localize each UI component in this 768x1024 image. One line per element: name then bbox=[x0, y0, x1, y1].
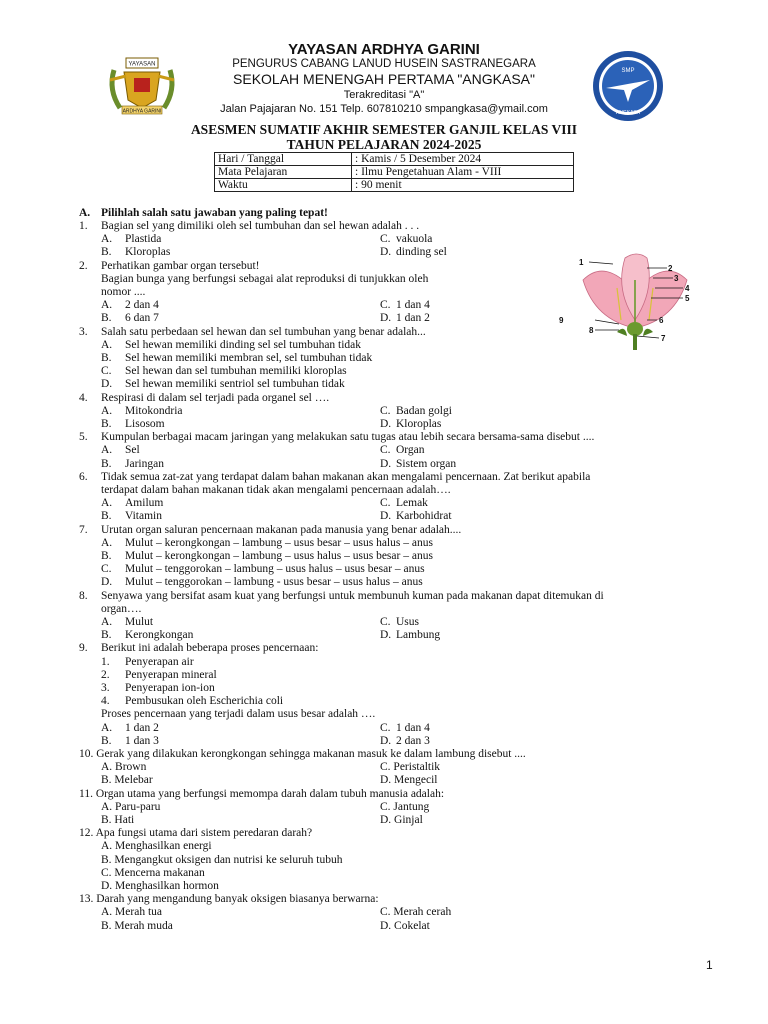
list-marker: B. bbox=[101, 550, 112, 562]
option-text: A. Brown bbox=[101, 761, 147, 774]
list-text: Sel hewan memiliki membran sel, sel tumbuhan tidak bbox=[125, 352, 373, 364]
question-number: 6. bbox=[79, 470, 88, 483]
option-text: Mulut bbox=[125, 616, 154, 628]
question-number: 5. bbox=[79, 431, 88, 444]
list-marker: 3. bbox=[101, 682, 110, 694]
option-text: Kerongkongan bbox=[125, 629, 194, 642]
option-text: 2 dan 3 bbox=[396, 734, 430, 747]
option-letter: C. bbox=[380, 497, 391, 510]
option-text: Amilum bbox=[125, 497, 164, 510]
info-value: : Ilmu Pengetahuan Alam - VIII bbox=[352, 166, 574, 179]
option-text: Kloroplas bbox=[125, 246, 171, 259]
list-text: Penyerapan air bbox=[125, 655, 194, 668]
flower-label: 8 bbox=[589, 326, 594, 335]
option-text: Lemak bbox=[396, 497, 428, 510]
option-letter: C. bbox=[380, 721, 391, 734]
flower-label: 5 bbox=[685, 294, 690, 303]
option-text: Sel bbox=[125, 444, 140, 457]
list-marker: D. bbox=[101, 378, 113, 391]
option-text: Jaringan bbox=[125, 457, 164, 470]
option-letter: D. bbox=[380, 734, 392, 747]
option-text: C. Jantung bbox=[380, 800, 430, 813]
option-text: Plastida bbox=[125, 233, 162, 246]
question-text: Salah satu perbedaan sel hewan dan sel tumbuhan yang benar adalah... bbox=[101, 325, 426, 338]
option-letter: A. bbox=[101, 444, 113, 457]
option-letter: C. bbox=[380, 233, 391, 246]
option-letter: D. bbox=[380, 457, 392, 470]
question-text: Respirasi di dalam sel terjadi pada organel sel …. bbox=[101, 391, 330, 404]
question-text: Kumpulan berbagai macam jaringan yang melakukan satu tugas atau lebih secara bersama-sama disebut .... bbox=[101, 431, 595, 444]
question-text: Urutan organ saluran pencernaan makanan pada manusia yang benar adalah.... bbox=[101, 523, 462, 536]
branch-name: PENGURUS CABANG LANUD HUSEIN SASTRANEGARA bbox=[232, 58, 536, 70]
option-letter: D. bbox=[380, 418, 392, 430]
option-letter: B. bbox=[101, 629, 112, 642]
exam-year: TAHUN PELAJARAN 2024-2025 bbox=[286, 137, 482, 152]
page-number: 1 bbox=[706, 958, 713, 972]
question-text: 11. Organ utama yang berfungsi memompa darah dalam tubuh manusia adalah: bbox=[79, 787, 445, 800]
info-row bbox=[215, 153, 574, 166]
question-number: 1. bbox=[79, 220, 88, 232]
option-text: Vitamin bbox=[125, 510, 162, 523]
info-key: Mata Pelajaran bbox=[215, 166, 352, 179]
school-name: SEKOLAH MENENGAH PERTAMA "ANGKASA" bbox=[233, 71, 535, 87]
left-logo-top-text: YAYASAN bbox=[128, 61, 156, 68]
option-text: D. Menghasilkan hormon bbox=[101, 880, 219, 892]
exam-title: ASESMEN SUMATIF AKHIR SEMESTER GANJIL KELAS VIII bbox=[190, 122, 578, 137]
option-text: Mitokondria bbox=[125, 404, 183, 417]
option-letter: B. bbox=[101, 734, 112, 747]
option-text: 1 dan 2 bbox=[396, 312, 430, 325]
option-text: Badan golgi bbox=[396, 404, 452, 417]
option-text: C. Mencerna makanan bbox=[101, 866, 205, 879]
option-letter: C. bbox=[380, 299, 391, 312]
question-number: 2. bbox=[79, 259, 88, 272]
list-text: Penyerapan mineral bbox=[125, 668, 217, 681]
option-text: Organ bbox=[396, 444, 425, 457]
list-text: Pembusukan oleh Escherichia coli bbox=[125, 695, 284, 708]
option-text: Lisosom bbox=[125, 418, 165, 430]
list-marker: C. bbox=[101, 563, 112, 576]
list-text: Mulut – tenggorokan – lambung - usus besar – usus halus – anus bbox=[125, 576, 423, 589]
option-text: dinding sel bbox=[396, 246, 447, 259]
list-marker: B. bbox=[101, 352, 112, 364]
question-number: 4. bbox=[79, 391, 88, 404]
question-number: 8. bbox=[79, 589, 88, 602]
flower-label: 4 bbox=[685, 284, 690, 293]
option-text: 6 dan 7 bbox=[125, 312, 159, 325]
right-logo-top-text: SMP bbox=[621, 68, 635, 74]
list-marker: A. bbox=[101, 536, 113, 549]
option-text: D. Mengecil bbox=[380, 774, 438, 787]
option-text: A. Menghasilkan energi bbox=[101, 840, 212, 853]
section-instruction: Pilihlah salah satu jawaban yang paling tepat! bbox=[101, 207, 328, 219]
question-number: 7. bbox=[79, 523, 88, 536]
question-text: nomor .... bbox=[101, 286, 146, 298]
question-text: 12. Apa fungsi utama dari sistem peredaran darah? bbox=[79, 827, 313, 840]
option-text: Karbohidrat bbox=[396, 510, 452, 523]
option-text: 1 dan 3 bbox=[125, 734, 159, 747]
question-text: Bagian bunga yang berfungsi sebagai alat reproduksi di tunjukkan oleh bbox=[101, 272, 429, 285]
option-letter: D. bbox=[380, 629, 392, 642]
option-letter: A. bbox=[101, 616, 113, 628]
option-text: B. Hati bbox=[101, 814, 135, 826]
right-logo-bottom-text: ANGKASA bbox=[615, 110, 641, 116]
question-text: organ…. bbox=[101, 602, 142, 615]
list-marker: 1. bbox=[101, 655, 110, 668]
question-text: Proses pencernaan yang terjadi dalam usus besar adalah …. bbox=[101, 708, 376, 721]
option-text: A. Merah tua bbox=[101, 906, 162, 919]
option-letter: A. bbox=[101, 721, 113, 734]
school-address: Jalan Pajajaran No. 151 Telp. 607810210 smpangkasa@ymail.com bbox=[220, 103, 548, 115]
question-text: Perhatikan gambar organ tersebut! bbox=[101, 259, 260, 272]
option-text: Sistem organ bbox=[396, 457, 457, 470]
option-letter: B. bbox=[101, 246, 112, 259]
option-text: 2 dan 4 bbox=[125, 299, 159, 312]
option-text: C. Merah cerah bbox=[380, 906, 452, 919]
question-text: Tidak semua zat-zat yang terdapat dalam bahan makanan akan mengalami pencernaan. Zat berikut apabila bbox=[101, 470, 591, 483]
option-text: B. Merah muda bbox=[101, 919, 173, 932]
question-number: 9. bbox=[79, 642, 88, 655]
flower-label: 7 bbox=[661, 334, 666, 343]
flower-label: 1 bbox=[579, 258, 584, 267]
option-letter: B. bbox=[101, 457, 112, 470]
info-key: Waktu bbox=[215, 179, 352, 192]
option-letter: C. bbox=[380, 444, 391, 457]
option-letter: D. bbox=[380, 246, 392, 259]
exam-info-table bbox=[214, 152, 574, 192]
question-text: Senyawa yang bersifat asam kuat yang berfungsi untuk membunuh kuman pada makanan dapat ditemukan di bbox=[101, 589, 604, 602]
option-text: Lambung bbox=[396, 629, 441, 642]
list-text: Mulut – tenggorokan – lambung – usus halus – usus besar – anus bbox=[125, 563, 425, 576]
org-name: YAYASAN ARDHYA GARINI bbox=[288, 41, 480, 58]
question-number: 3. bbox=[79, 325, 88, 338]
option-text: B. Mengangkut oksigen dan nutrisi ke seluruh tubuh bbox=[101, 853, 343, 866]
question-text: 10. Gerak yang dilakukan kerongkongan sehingga makanan masuk ke dalam lambung disebut .... bbox=[79, 748, 526, 760]
list-text: Sel hewan dan sel tumbuhan memiliki kloroplas bbox=[125, 365, 347, 378]
info-row bbox=[215, 166, 574, 179]
option-letter: B. bbox=[101, 312, 112, 325]
flower-label: 3 bbox=[674, 274, 679, 283]
list-text: Mulut – kerongkongan – lambung – usus halus – usus besar – anus bbox=[125, 550, 433, 562]
info-value: : Kamis / 5 Desember 2024 bbox=[352, 153, 574, 166]
option-text: B. Melebar bbox=[101, 774, 153, 787]
question-text: Berikut ini adalah beberapa proses pencernaan: bbox=[101, 642, 319, 655]
option-text: vakuola bbox=[396, 233, 433, 246]
letterhead bbox=[0, 42, 768, 116]
option-text: A. Paru-paru bbox=[101, 800, 161, 813]
option-letter: A. bbox=[101, 497, 113, 510]
option-letter: D. bbox=[380, 510, 392, 523]
info-row bbox=[215, 179, 574, 192]
option-text: 1 dan 4 bbox=[396, 721, 430, 734]
list-marker: D. bbox=[101, 576, 113, 589]
question-text: Bagian sel yang dimiliki oleh sel tumbuhan dan sel hewan adalah . . . bbox=[101, 220, 420, 232]
list-marker: A. bbox=[101, 338, 113, 351]
option-text: D. Ginjal bbox=[380, 814, 423, 826]
flower-label: 6 bbox=[659, 316, 664, 325]
option-letter: B. bbox=[101, 418, 112, 430]
option-letter: A. bbox=[101, 233, 113, 246]
section-letter: A. bbox=[79, 207, 91, 219]
list-marker: 4. bbox=[101, 695, 110, 708]
option-text: Usus bbox=[396, 616, 420, 628]
option-text: Kloroplas bbox=[396, 418, 442, 430]
list-marker: 2. bbox=[101, 668, 110, 681]
option-letter: B. bbox=[101, 510, 112, 523]
flower-label: 9 bbox=[559, 316, 564, 325]
option-text: D. Cokelat bbox=[380, 919, 430, 932]
question-text: 13. Darah yang mengandung banyak oksigen biasanya berwarna: bbox=[79, 893, 379, 906]
option-letter: A. bbox=[101, 299, 113, 312]
option-letter: C. bbox=[380, 404, 391, 417]
list-text: Sel hewan memiliki sentriol sel tumbuhan tidak bbox=[125, 378, 345, 391]
info-key: Hari / Tanggal bbox=[215, 153, 352, 166]
flower-label: 2 bbox=[668, 264, 673, 273]
flower-diagram bbox=[555, 250, 715, 350]
option-letter: D. bbox=[380, 312, 392, 325]
option-text: 1 dan 2 bbox=[125, 721, 159, 734]
list-text: Sel hewan memiliki dinding sel sel tumbuhan tidak bbox=[125, 338, 362, 351]
option-letter: A. bbox=[101, 404, 113, 417]
option-text: 1 dan 4 bbox=[396, 299, 430, 312]
list-text: Penyerapan ion-ion bbox=[125, 682, 215, 694]
info-value: : 90 menit bbox=[352, 179, 574, 192]
list-text: Mulut – kerongkongan – lambung – usus besar – usus halus – anus bbox=[125, 536, 433, 549]
question-text: terdapat dalam bahan makanan tidak akan mengalami pencernaan adalah…. bbox=[101, 484, 451, 496]
list-marker: C. bbox=[101, 365, 112, 378]
option-text: C. Peristaltik bbox=[380, 761, 441, 774]
option-letter: C. bbox=[380, 616, 391, 628]
left-logo-bottom-text: ARDHYA GARINI bbox=[122, 108, 162, 115]
accreditation: Terakreditasi "A" bbox=[343, 89, 425, 101]
